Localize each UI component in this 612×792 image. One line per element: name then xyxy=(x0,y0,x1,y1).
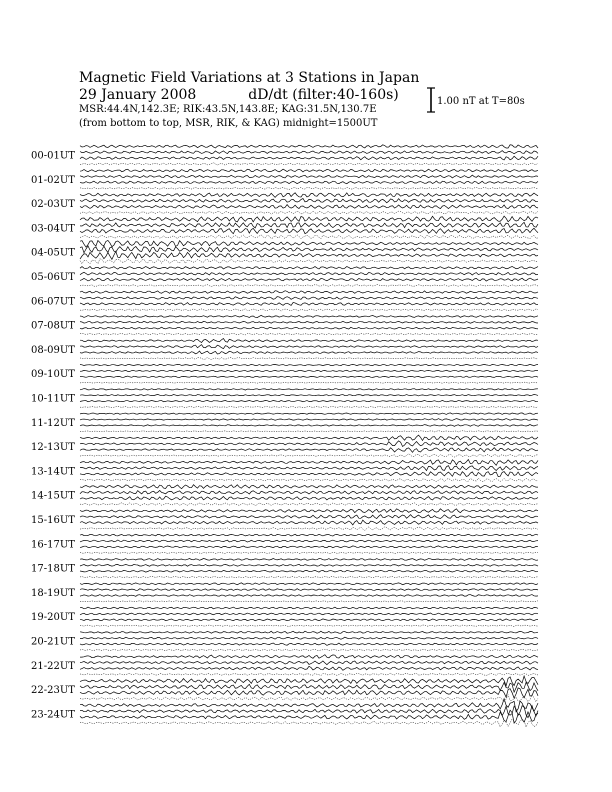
hour-row xyxy=(31,485,538,506)
field-trace xyxy=(80,339,538,343)
hour-row xyxy=(31,559,538,578)
field-trace xyxy=(80,625,538,626)
hour-label: 14-15UT xyxy=(31,490,75,502)
hour-row xyxy=(31,676,538,702)
field-trace xyxy=(80,285,538,287)
hour-row xyxy=(31,364,538,383)
field-trace xyxy=(80,382,538,383)
field-trace xyxy=(80,193,538,198)
field-trace xyxy=(80,199,538,203)
field-trace xyxy=(80,435,538,440)
field-trace xyxy=(80,661,538,665)
chart-quantity: dD/dt (filter:40-160s) xyxy=(248,87,399,103)
field-trace xyxy=(80,448,538,453)
field-trace xyxy=(80,431,538,432)
field-trace xyxy=(80,540,538,542)
field-trace xyxy=(80,216,538,222)
field-trace xyxy=(80,534,538,536)
field-trace xyxy=(80,699,538,712)
field-trace xyxy=(80,515,538,519)
field-trace xyxy=(80,364,538,365)
hour-label: 10-11UT xyxy=(31,393,75,405)
station-order-note: (from bottom to top, MSR, RIK, & KAG) midnight=1500UT xyxy=(79,118,378,129)
chart-title: Magnetic Field Variations at 3 Stations in Japan xyxy=(79,70,420,86)
field-trace xyxy=(80,503,538,506)
field-trace xyxy=(80,559,538,561)
hour-label: 11-12UT xyxy=(31,417,75,429)
hour-label: 01-02UT xyxy=(31,174,75,186)
hour-label: 03-04UT xyxy=(31,223,75,235)
field-trace xyxy=(80,370,538,371)
hour-row xyxy=(31,413,538,432)
field-trace xyxy=(80,666,538,670)
field-trace xyxy=(80,406,538,407)
field-trace xyxy=(80,564,538,566)
field-trace xyxy=(80,222,538,228)
field-trace xyxy=(80,181,538,184)
hour-label: 05-06UT xyxy=(31,272,75,283)
trace-rows xyxy=(31,145,538,727)
field-trace xyxy=(80,240,538,247)
field-trace xyxy=(80,570,538,572)
field-trace xyxy=(80,619,538,621)
hour-row xyxy=(31,389,538,408)
hour-label: 20-21UT xyxy=(31,636,75,648)
hour-label: 07-08UT xyxy=(31,320,75,332)
field-trace xyxy=(80,485,538,489)
field-trace xyxy=(80,228,538,233)
field-trace xyxy=(80,613,538,615)
field-trace xyxy=(80,267,538,270)
hour-label: 09-10UT xyxy=(31,369,75,381)
field-trace xyxy=(80,441,538,447)
field-trace xyxy=(80,682,538,692)
field-trace xyxy=(80,205,538,209)
field-trace xyxy=(80,272,538,275)
field-trace xyxy=(80,419,538,421)
field-trace xyxy=(80,413,538,415)
hour-label: 15-16UT xyxy=(31,515,75,526)
hour-row xyxy=(31,509,538,531)
field-trace xyxy=(80,695,538,702)
hour-row xyxy=(31,534,538,553)
field-trace xyxy=(80,673,538,675)
field-trace xyxy=(80,520,538,525)
hour-label: 23-24UT xyxy=(31,709,75,721)
field-trace xyxy=(80,527,538,531)
hour-row xyxy=(31,435,538,457)
hour-row xyxy=(31,631,538,651)
field-trace xyxy=(80,676,538,686)
field-trace xyxy=(80,466,538,471)
hour-row xyxy=(31,460,538,482)
field-trace xyxy=(80,454,538,458)
field-trace xyxy=(80,145,538,148)
field-trace xyxy=(80,187,538,189)
hour-row xyxy=(31,315,538,335)
hour-row xyxy=(31,145,538,165)
hour-label: 00-01UT xyxy=(31,150,75,162)
hour-label: 13-14UT xyxy=(31,466,75,478)
field-trace xyxy=(80,278,538,281)
field-trace xyxy=(80,478,538,481)
hour-row xyxy=(31,655,538,676)
field-trace xyxy=(80,496,538,500)
field-trace xyxy=(80,309,538,311)
field-trace xyxy=(80,710,538,723)
hour-label: 08-09UT xyxy=(31,344,75,356)
field-trace xyxy=(80,169,538,172)
field-trace xyxy=(80,637,538,639)
field-trace xyxy=(80,259,538,264)
hour-label: 04-05UT xyxy=(31,247,75,259)
field-trace xyxy=(80,400,538,401)
hour-label: 19-20UT xyxy=(31,612,75,624)
field-trace xyxy=(80,291,538,294)
field-trace xyxy=(80,583,538,585)
hour-label: 18-19UT xyxy=(31,587,75,599)
field-trace xyxy=(80,655,538,659)
field-trace xyxy=(80,235,538,239)
field-trace xyxy=(80,246,538,253)
hour-row xyxy=(31,193,538,214)
hour-label: 02-03UT xyxy=(31,199,75,211)
hour-row xyxy=(31,216,538,239)
field-trace xyxy=(80,251,538,259)
field-trace xyxy=(80,649,538,651)
field-trace xyxy=(80,688,538,698)
field-trace xyxy=(80,607,538,609)
field-trace xyxy=(80,315,538,317)
field-trace xyxy=(80,394,538,396)
hour-row xyxy=(31,699,538,727)
hour-row xyxy=(31,291,538,311)
field-trace xyxy=(80,321,538,323)
hour-row xyxy=(31,339,538,360)
field-trace xyxy=(80,211,538,214)
hour-row xyxy=(31,240,538,263)
field-trace xyxy=(80,546,538,548)
field-trace xyxy=(80,303,538,306)
field-trace xyxy=(80,491,538,495)
field-trace xyxy=(80,631,538,633)
field-trace xyxy=(80,389,538,391)
field-trace xyxy=(80,151,538,154)
field-trace xyxy=(80,425,538,427)
field-trace xyxy=(80,156,538,160)
scale-label: 1.00 nT at T=80s xyxy=(437,96,525,107)
hour-label: 21-22UT xyxy=(31,660,75,672)
station-list: MSR:44.4N,142.3E; RIK:43.5N,143.8E; KAG:31.5N,130.7E xyxy=(79,104,377,115)
field-trace xyxy=(80,576,538,577)
field-trace xyxy=(80,460,538,466)
hour-row xyxy=(31,607,538,626)
hour-label: 06-07UT xyxy=(31,296,75,308)
field-trace xyxy=(80,595,538,597)
field-trace xyxy=(80,472,538,477)
hour-label: 12-13UT xyxy=(31,442,75,454)
field-trace xyxy=(80,357,538,359)
field-trace xyxy=(80,601,538,602)
field-trace xyxy=(80,719,538,727)
field-trace xyxy=(80,643,538,645)
hour-label: 22-23UT xyxy=(31,685,75,697)
field-trace xyxy=(80,589,538,591)
field-trace xyxy=(80,175,538,178)
field-trace xyxy=(80,509,538,513)
hour-label: 17-18UT xyxy=(31,563,75,575)
hour-row xyxy=(31,267,538,287)
hour-row xyxy=(31,169,538,189)
hour-label: 16-17UT xyxy=(31,539,75,551)
field-trace xyxy=(80,333,538,335)
field-trace xyxy=(80,351,538,354)
field-trace xyxy=(80,345,538,349)
field-trace xyxy=(80,297,538,300)
chart-date: 29 January 2008 xyxy=(79,87,197,103)
hour-row xyxy=(31,583,538,602)
field-trace xyxy=(80,552,538,553)
field-trace xyxy=(80,163,538,166)
field-trace xyxy=(80,327,538,329)
field-trace xyxy=(80,376,538,377)
